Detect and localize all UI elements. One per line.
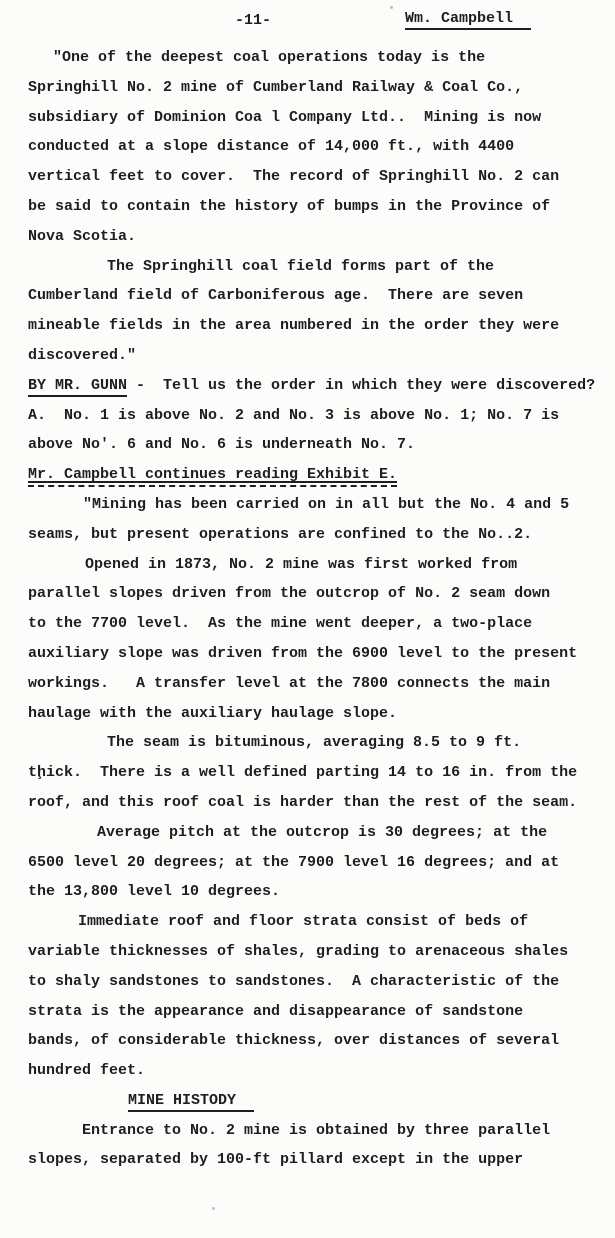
text-line xyxy=(28,371,609,401)
page-header xyxy=(0,0,615,34)
text-segment: A. No. 1 is above No. 2 and No. 3 is above No. 1; No. 7 is xyxy=(28,406,560,424)
text-segment: the 13,800 level 10 degrees. xyxy=(28,883,281,901)
text-segment: to the 7700 level. As the mine went deeper, a two-place xyxy=(28,615,533,633)
text-segment: - Tell us the order in which they were discovered? xyxy=(127,376,596,394)
text-segment: discovered." xyxy=(28,346,137,364)
text-segment: Cumberland field of Carboniferous age. There are seven xyxy=(28,287,524,305)
text-line xyxy=(28,579,609,609)
text-line xyxy=(28,907,609,937)
text-segment: Springhill No. 2 mine of Cumberland Railway & Coal Co., xyxy=(28,78,524,96)
underlined-text-segment: MINE HISTODY xyxy=(128,1092,254,1112)
text-segment: auxiliary slope was driven from the 6900 level to the present xyxy=(28,644,578,662)
witness-name: Wm. Campbell xyxy=(405,10,531,30)
text-line xyxy=(28,1116,609,1146)
text-segment: seams, but present operations are confined to the No..2. xyxy=(28,525,533,543)
text-segment: to shaly sandstones to sandstones. A characteristic of the xyxy=(28,972,560,990)
text-line xyxy=(28,1056,609,1086)
document-body xyxy=(0,43,615,1175)
text-segment: haulage with the auxiliary haulage slope. xyxy=(28,704,398,722)
text-line xyxy=(28,460,609,490)
text-segment: mineable fields in the area numbered in the order they were xyxy=(28,317,560,335)
text-line xyxy=(28,132,609,162)
text-segment: workings. A transfer level at the 7800 connects the main xyxy=(28,674,551,692)
text-line xyxy=(28,43,609,73)
underlined-text-segment: Mr. Campbell continues reading Exhibit E. xyxy=(28,466,397,487)
text-segment: conducted at a slope distance of 14,000 ft., with 4400 xyxy=(28,138,515,156)
text-line xyxy=(28,490,609,520)
text-segment: The Springhill coal field forms part of the xyxy=(107,257,495,275)
text-line xyxy=(28,788,609,818)
text-line xyxy=(28,520,609,550)
text-line xyxy=(28,758,609,788)
text-line xyxy=(28,162,609,192)
text-line xyxy=(28,1026,609,1056)
text-segment: tḩick. There is a well defined parting 14 to 16 in. from the xyxy=(28,764,578,782)
text-segment: hundred feet. xyxy=(28,1062,146,1080)
text-segment: The seam is bituminous, averaging 8.5 to 9 ft. xyxy=(107,734,522,752)
text-segment: Nova Scotia. xyxy=(28,227,137,245)
scan-speck xyxy=(212,1207,215,1210)
text-line xyxy=(28,192,609,222)
text-line xyxy=(28,937,609,967)
text-line xyxy=(28,311,609,341)
text-segment: above No'. 6 and No. 6 is underneath No. 7. xyxy=(28,436,416,454)
text-segment: Average pitch at the outcrop is 30 degrees; at the xyxy=(97,823,548,841)
text-segment: roof, and this roof coal is harder than the rest of the seam. xyxy=(28,793,578,811)
text-line xyxy=(28,699,609,729)
text-line xyxy=(28,1145,609,1175)
text-line xyxy=(28,73,609,103)
text-segment: 6500 level 20 degrees; at the 7900 level 16 degrees; and at xyxy=(28,853,560,871)
text-segment: Opened in 1873, No. 2 mine was first worked from xyxy=(85,555,518,573)
text-line xyxy=(28,669,609,699)
underlined-text-segment: BY MR. GUNN xyxy=(28,377,127,397)
text-line xyxy=(28,877,609,907)
text-segment: vertical feet to cover. The record of Springhill No. 2 can xyxy=(28,168,560,186)
text-segment: variable thicknesses of shales, grading to arenaceous shales xyxy=(28,942,569,960)
text-line xyxy=(28,341,609,371)
text-line xyxy=(28,997,609,1027)
text-line xyxy=(28,1086,609,1116)
text-line xyxy=(28,252,609,282)
text-line xyxy=(28,281,609,311)
text-line xyxy=(28,103,609,133)
text-line xyxy=(28,550,609,580)
page-number: -11- xyxy=(235,12,272,29)
text-segment: "One of the deepest coal operations today is the xyxy=(53,49,486,66)
text-segment: "Mining has been carried on in all but the No. 4 and 5 xyxy=(83,495,570,513)
text-segment: be said to contain the history of bumps in the Province of xyxy=(28,197,551,215)
text-line xyxy=(28,728,609,758)
text-line xyxy=(28,401,609,431)
text-line xyxy=(28,848,609,878)
text-line xyxy=(28,222,609,252)
text-line xyxy=(28,967,609,997)
text-line xyxy=(28,818,609,848)
text-segment: parallel slopes driven from the outcrop of No. 2 seam down xyxy=(28,585,551,603)
text-segment: Immediate roof and floor strata consist of beds of xyxy=(78,913,529,931)
text-line xyxy=(28,639,609,669)
text-segment: strata is the appearance and disappearance of sandstone xyxy=(28,1002,524,1020)
text-line xyxy=(28,430,609,460)
text-segment: Entrance to No. 2 mine is obtained by three parallel xyxy=(82,1121,551,1139)
text-segment: subsidiary of Dominion Coa l Company Ltd.. Mining is now xyxy=(28,108,542,126)
text-segment: bands, of considerable thickness, over distances of several xyxy=(28,1032,560,1050)
text-segment: slopes, separated by 100-ft pillard except in the upper xyxy=(28,1151,524,1169)
text-line xyxy=(28,609,609,639)
